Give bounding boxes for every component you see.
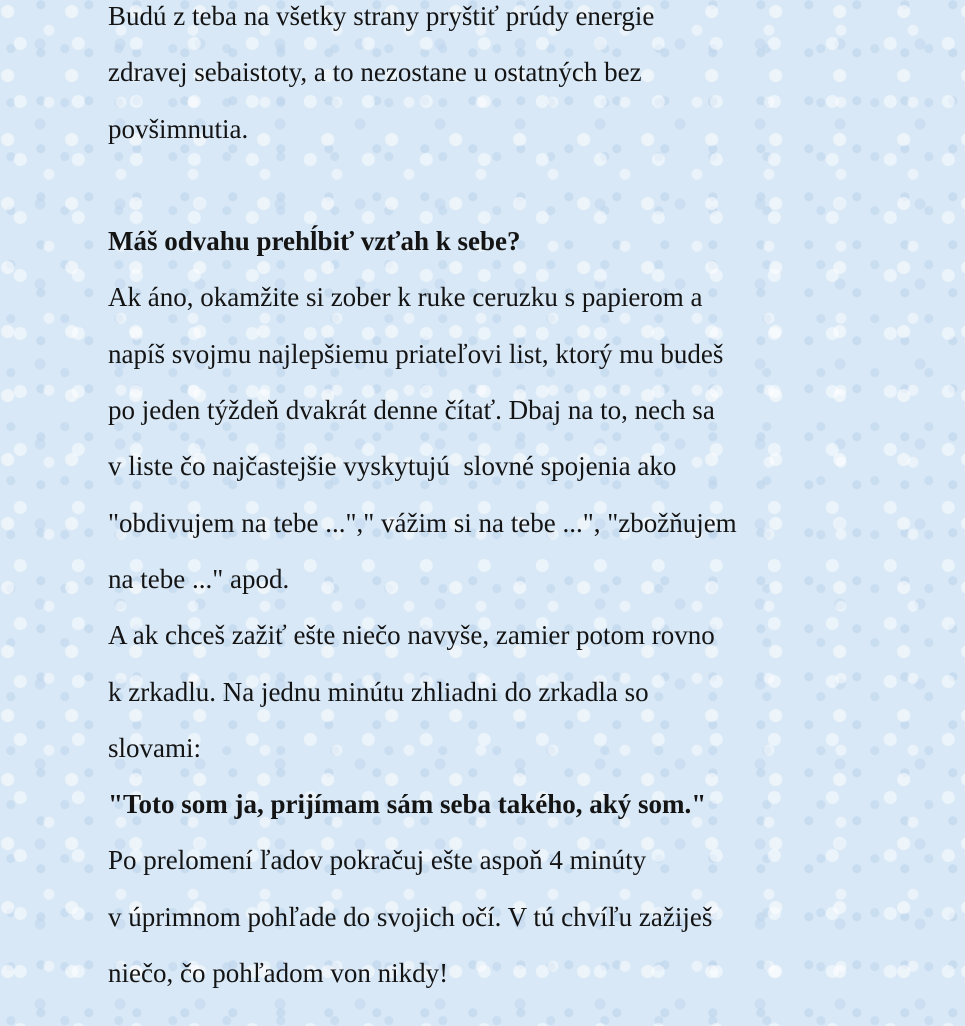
document-text (108, 0, 908, 1007)
text-line: napíš svojmu najlepšiemu priateľovi list, ktorý mu budeš (108, 338, 724, 369)
text-line: niečo, čo pohľadom von nikdy! (108, 958, 449, 989)
text-line: A ak chceš zažiť ešte niečo navyše, zamier potom rovno (108, 620, 715, 651)
text-line: v úprimnom pohľade do svojich očí. V tú chvíľu zažiješ (108, 901, 713, 932)
text-line: na tebe ..." apod. (108, 563, 290, 594)
text-line: Po prelomení ľadov pokračuj ešte aspoň 4 minúty (108, 845, 647, 876)
text-line: zdravej sebaistoty, a to nezostane u ostatných bez (108, 57, 642, 88)
bold-quote: "Toto som ja, prijímam sám seba takého, aký som." (108, 789, 707, 820)
text-line: v liste čo najčastejšie vyskytujú slovné spojenia ako (108, 451, 677, 482)
text-line: Ak áno, okamžite si zober k ruke ceruzku s papierom a (108, 282, 703, 313)
text-line: slovami: (108, 732, 201, 763)
text-line: povšimnutia. (108, 113, 249, 144)
section-heading: Máš odvahu prehĺbiť vzťah k sebe? (108, 226, 521, 257)
text-line: Budú z teba na všetky strany pryštiť prúdy energie (108, 1, 655, 31)
blank-line (108, 163, 908, 219)
text-line: k zrkadlu. Na jednu minútu zhliadni do zrkadla so (108, 676, 649, 707)
text-line: "obdivujem na tebe ..."," vážim si na tebe ...", "zbožňujem (108, 507, 737, 538)
text-line: po jeden týždeň dvakrát denne čítať. Dbaj na to, nech sa (108, 395, 715, 426)
